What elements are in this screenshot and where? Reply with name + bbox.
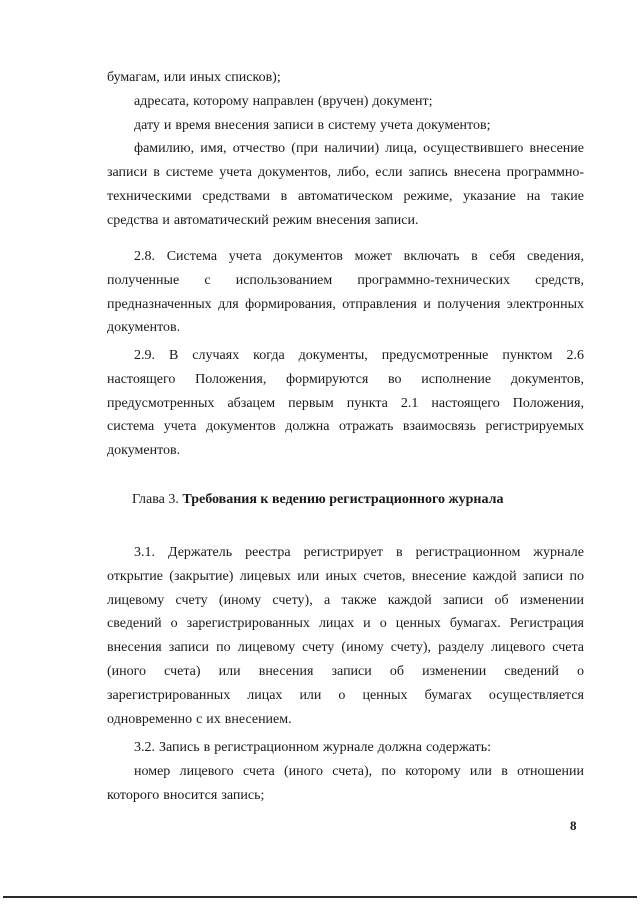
text-line: которого вносится запись; — [107, 787, 265, 803]
text-line: (иного счета) или внесения записи об изменении сведений о — [107, 663, 584, 679]
page-bottom-rule — [3, 896, 637, 898]
text-line: номер лицевого счета (иного счета), по которому или в отношении — [134, 763, 584, 779]
text-line: лицевому счету (иному счету), а также каждой записи об изменении — [107, 592, 584, 608]
chapter-title: Требования к ведению регистрационного журнала — [182, 492, 504, 507]
text-line: дату и время внесения записи в систему учета документов; — [134, 117, 491, 133]
text-line: предназначенных для формирования, отправления и получения электронных — [107, 296, 584, 312]
text-line: открытие (закрытие) лицевых или иных счетов, внесение каждой записи по — [107, 568, 584, 584]
list-continuation — [107, 66, 584, 233]
text-line: полученные с использованием программно-технических средств, — [107, 272, 584, 288]
text-line: одновременно с их внесением. — [107, 711, 292, 727]
text-line: записи в системе учета документов, либо, если запись внесена программно- — [107, 165, 584, 181]
page-number: 8 — [570, 818, 577, 833]
text-line: внесения записи по лицевому счету (иному счету), разделу лицевого счета — [107, 640, 584, 656]
text-line: 3.1. Держатель реестра регистрирует в регистрационном журнале — [134, 545, 584, 560]
paragraph-2-9 — [107, 344, 584, 463]
text-line: 2.9. В случаях когда документы, предусмотренные пунктом 2.6 — [134, 348, 584, 363]
text-line: средства и автоматический режим внесения записи. — [107, 212, 419, 228]
text-line: техническими средствами в автоматическом режиме, указание на такие — [107, 188, 584, 204]
text-line: бумагам, или иных списков); — [107, 70, 281, 85]
text-line: документов. — [107, 443, 181, 459]
text-line: предусмотренных абзацем первым пункта 2.1 настоящего Положения, — [107, 395, 584, 411]
text-line: сведений о зарегистрированных лицах и о ценных бумагах. Регистрация — [107, 616, 584, 632]
text-line: адресата, которому направлен (вручен) документ; — [134, 93, 433, 109]
text-line: система учета документов должна отражать взаимосвязь регистрируемых — [107, 419, 584, 435]
text-line: фамилию, имя, отчество (при наличии) лица, осуществившего внесение — [134, 141, 584, 157]
paragraph-3-2 — [107, 736, 584, 807]
text-line: 3.2. Запись в регистрационном журнале должна содержать: — [134, 740, 492, 755]
text-line: настоящего Положения, формируются во исполнение документов, — [107, 371, 584, 387]
paragraph-3-1 — [107, 541, 584, 731]
text-line: 2.8. Система учета документов может включать в себя сведения, — [134, 249, 584, 264]
chapter-heading — [132, 490, 503, 510]
text-line: документов. — [107, 320, 181, 336]
text-line: зарегистрированных лицах или о ценных бумагах осуществляется — [107, 687, 584, 703]
paragraph-2-8 — [107, 245, 584, 340]
chapter-prefix: Глава 3. — [132, 492, 179, 507]
